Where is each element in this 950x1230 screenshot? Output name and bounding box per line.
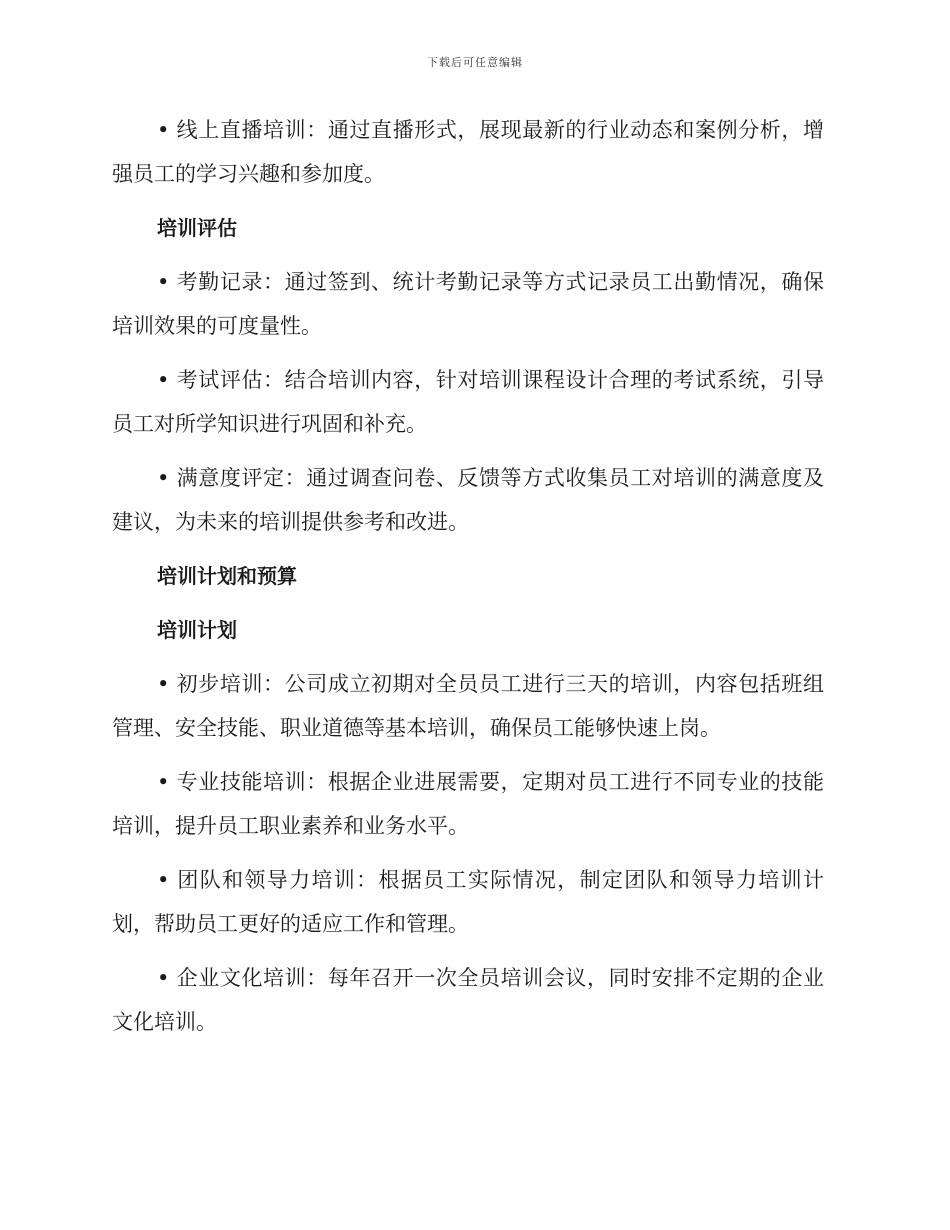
paragraph-skill-training: • 专业技能培训：根据企业进展需要，定期对员工进行不同专业的技能培训，提升员工职业素养和业务水平。 [112,770,824,838]
paragraph-exam-evaluation: • 考试评估：结合培训内容，针对培训课程设计合理的考试系统，引导员工对所学知识进行巩固和补充。 [112,368,824,436]
paragraph-attendance: • 考勤记录：通过签到、统计考勤记录等方式记录员工出勤情况，确保培训效果的可度量性。 [112,270,824,338]
header-note: 下载后可任意编辑 [427,56,523,69]
paragraph-live-training: • 线上直播培训：通过直播形式，展现最新的行业动态和案例分析，增强员工的学习兴趣和参加度。 [112,118,824,186]
paragraph-culture-training: • 企业文化培训：每年召开一次全员培训会议，同时安排不定期的企业文化培训。 [112,966,824,1034]
document-body [112,108,824,1054]
paragraph-leadership-training: • 团队和领导力培训：根据员工实际情况，制定团队和领导力培训计划，帮助员工更好的适应工作和管理。 [112,868,824,936]
heading-training-evaluation: 培训评估 [157,216,237,240]
paragraph-satisfaction: • 满意度评定：通过调查问卷、反馈等方式收集员工对培训的满意度及建议，为未来的培训提供参考和改进。 [112,466,824,534]
heading-plan-and-budget: 培训计划和预算 [157,564,297,588]
heading-training-plan: 培训计划 [157,618,237,642]
paragraph-initial-training: • 初步培训：公司成立初期对全员员工进行三天的培训，内容包括班组管理、安全技能、职业道德等基本培训，确保员工能够快速上岗。 [112,672,824,740]
